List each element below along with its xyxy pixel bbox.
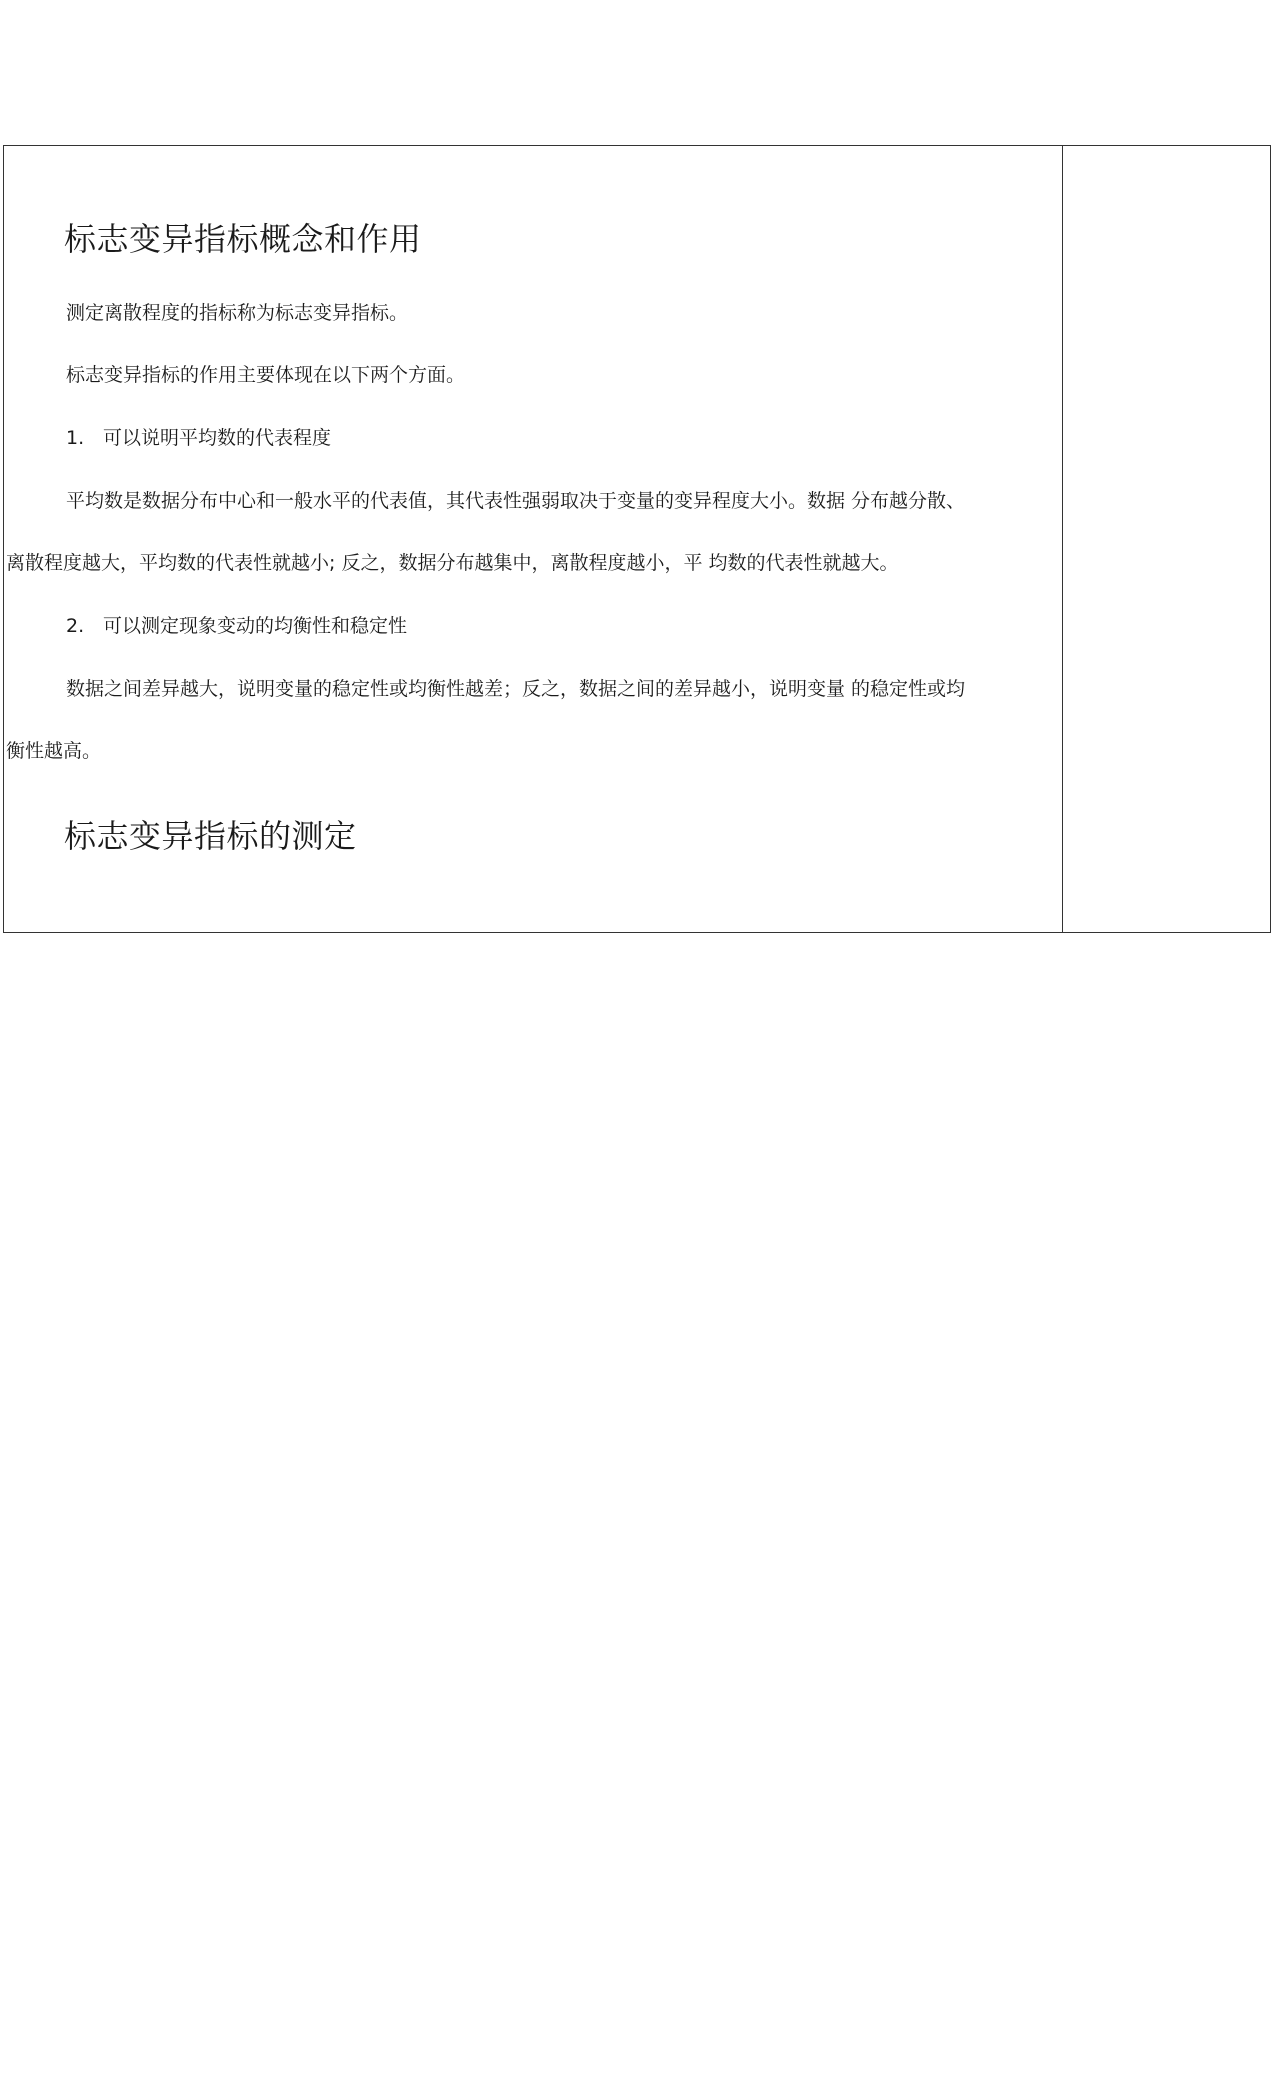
list-item-2 xyxy=(66,611,407,638)
column-divider xyxy=(1062,146,1063,932)
paragraph-stability-line1: 数据之间差异越大，说明变量的稳定性或均衡性越差；反之，数据之间的差异越小，说明变量 的稳定性或均 xyxy=(66,678,966,700)
list-item-2-number: 2. xyxy=(66,615,85,637)
list-item-1-number: 1. xyxy=(66,427,85,449)
paragraph-stability-line2: 衡性越高。 xyxy=(6,740,102,762)
paragraph-definition: 测定离散程度的指标称为标志变异指标。 xyxy=(66,302,409,324)
paragraph-average-line2: 离散程度越大，平均数的代表性就越小; 反之，数据分布越集中，离散程度越小，平 均数的代表性就越大。 xyxy=(6,552,899,574)
paragraph-functions-intro: 标志变异指标的作用主要体现在以下两个方面。 xyxy=(66,364,466,386)
section-heading-concept: 标志变异指标概念和作用 xyxy=(64,220,422,258)
paragraph-average-line1: 平均数是数据分布中心和一般水平的代表值，其代表性强弱取决于变量的变异程度大小。数据 分布越分散、 xyxy=(66,490,966,512)
content-cell xyxy=(4,146,1062,932)
document-table-frame xyxy=(3,145,1271,933)
list-item-1-text: 可以说明平均数的代表程度 xyxy=(103,427,332,449)
list-item-2-text: 可以测定现象变动的均衡性和稳定性 xyxy=(103,615,408,637)
section-heading-measurement: 标志变异指标的测定 xyxy=(64,817,357,855)
list-item-1 xyxy=(66,423,331,450)
